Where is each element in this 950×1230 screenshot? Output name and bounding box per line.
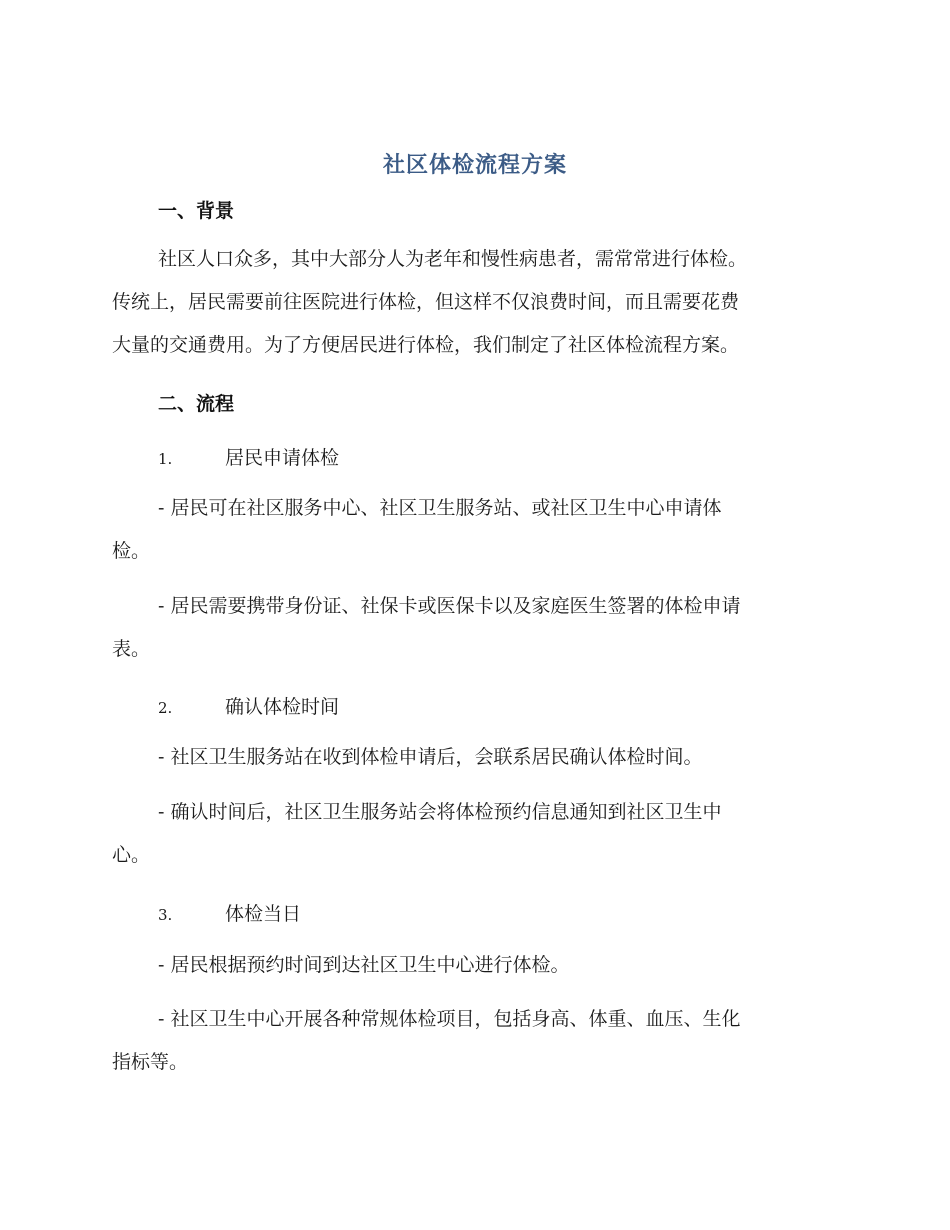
step-title: 体检当日 (225, 903, 302, 925)
step-number: 3. (158, 906, 173, 924)
step-number: 2. (158, 699, 173, 717)
step-1-bullet-2: - 居民需要携带身份证、社保卡或医保卡以及家庭医生签署的体检申请 表。 (112, 595, 741, 660)
step-1 (158, 443, 339, 470)
section-heading-process: 二、流程 (158, 393, 235, 415)
step-title: 确认体检时间 (225, 696, 340, 718)
step-number: 1. (158, 450, 173, 468)
step-3 (158, 899, 301, 926)
step-3-bullet-2: - 社区卫生中心开展各种常规体检项目，包括身高、体重、血压、生化 指标等。 (112, 1008, 741, 1073)
step-1-bullet-1: - 居民可在社区服务中心、社区卫生服务站、或社区卫生中心申请体 检。 (112, 497, 722, 562)
section-heading-background: 一、背景 (158, 200, 235, 222)
document-title: 社区体检流程方案 (382, 153, 567, 178)
background-paragraph: 社区人口众多，其中大部分人为老年和慢性病患者，需常常进行体检。 传统上，居民需要前往医院进行体检，但这样不仅浪费时间，而且需要花费 大量的交通费用。为了方便居民进行体检，我们制定了社区体检流程方案。 (112, 248, 748, 356)
step-2-bullet-1: - 社区卫生服务站在收到体检申请后，会联系居民确认体检时间。 (158, 746, 703, 768)
step-2-bullet-2: - 确认时间后，社区卫生服务站会将体检预约信息通知到社区卫生中 心。 (112, 801, 722, 866)
step-3-bullet-1: - 居民根据预约时间到达社区卫生中心进行体检。 (158, 954, 570, 976)
step-2 (158, 692, 339, 719)
step-title: 居民申请体检 (225, 447, 340, 469)
